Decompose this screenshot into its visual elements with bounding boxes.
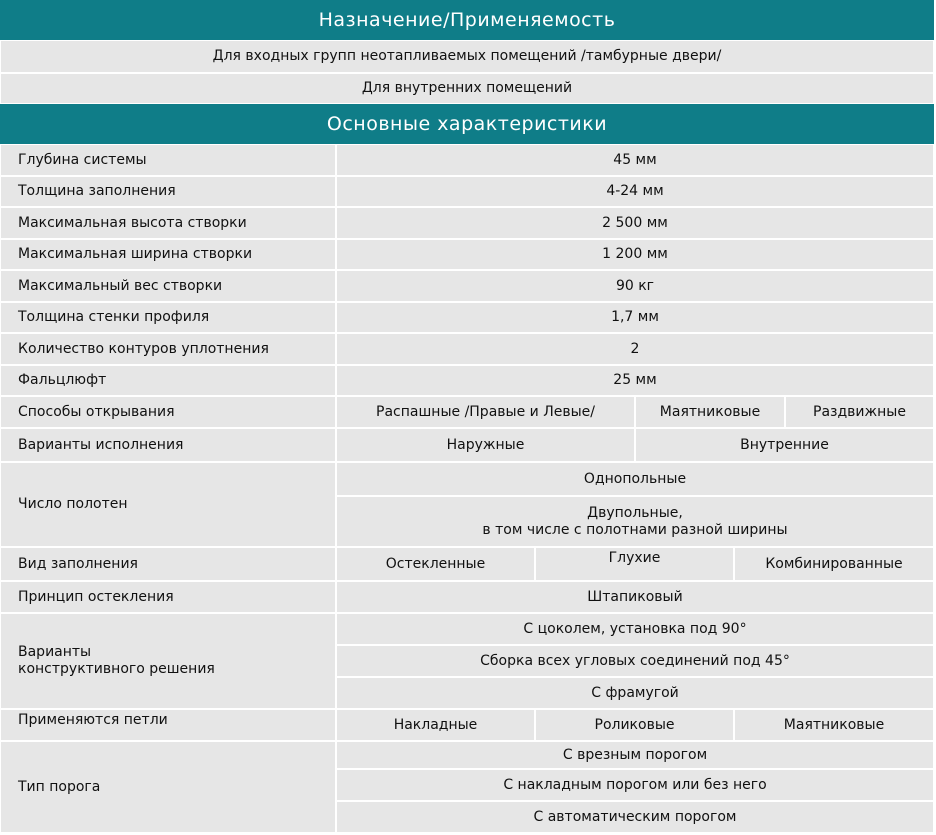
- row-value: 1,7 мм: [336, 302, 934, 333]
- row-value: Раздвижные: [785, 396, 934, 428]
- specs-header: [0, 104, 934, 144]
- row-value: Однопольные: [336, 462, 934, 496]
- row-value: 2 500 мм: [336, 207, 934, 239]
- row-value: Роликовые: [535, 709, 734, 741]
- row-value: Сборка всех угловых соединений под 45°: [336, 645, 934, 677]
- row-value: Штапиковый: [336, 581, 934, 613]
- row-value: 90 кг: [336, 270, 934, 302]
- row-label: Толщина стенки профиля: [0, 302, 336, 333]
- row-label: Максимальная высота створки: [0, 207, 336, 239]
- row-value: 25 мм: [336, 365, 934, 396]
- row-label: Фальцлюфт: [0, 365, 336, 396]
- row-value: Остекленные: [336, 547, 535, 581]
- row-label: Глубина системы: [0, 144, 336, 176]
- row-value: Комбинированные: [734, 547, 934, 581]
- row-value: С фрамугой: [336, 677, 934, 709]
- row-value: Внутренние: [635, 428, 934, 462]
- row-value: С цоколем, установка под 90°: [336, 613, 934, 645]
- row-value: Глухие: [535, 547, 734, 581]
- row-label: Максимальный вес створки: [0, 270, 336, 302]
- row-value: 45 мм: [336, 144, 934, 176]
- purpose-item: Для входных групп неотапливаемых помещений /тамбурные двери/: [0, 40, 934, 73]
- row-value: Маятниковые: [635, 396, 785, 428]
- row-label: Применяются петли: [0, 709, 336, 741]
- row-value: С накладным порогом или без него: [336, 769, 934, 801]
- row-value: Распашные /Правые и Левые/: [336, 396, 635, 428]
- row-label: Способы открывания: [0, 396, 336, 428]
- row-label: Вид заполнения: [0, 547, 336, 581]
- specs-header-title: Основные характеристики: [326, 113, 608, 135]
- row-value: Маятниковые: [734, 709, 934, 741]
- row-label: Количество контуров уплотнения: [0, 333, 336, 365]
- row-value: Двупольные, в том числе с полотнами разной ширины: [336, 496, 934, 547]
- row-value: Накладные: [336, 709, 535, 741]
- purpose-header: [0, 0, 934, 40]
- row-label: Принцип остекления: [0, 581, 336, 613]
- purpose-item: Для внутренних помещений: [0, 73, 934, 104]
- purpose-header-title: Назначение/Применяемость: [318, 9, 616, 31]
- row-value: Наружные: [336, 428, 635, 462]
- row-value: С врезным порогом: [336, 741, 934, 769]
- row-label: Максимальная ширина створки: [0, 239, 336, 270]
- row-value: 2: [336, 333, 934, 365]
- row-value: 1 200 мм: [336, 239, 934, 270]
- row-label: Толщина заполнения: [0, 176, 336, 207]
- row-label: Тип порога: [0, 741, 336, 833]
- row-value: 4-24 мм: [336, 176, 934, 207]
- row-label: Варианты исполнения: [0, 428, 336, 462]
- row-label: Варианты конструктивного решения: [0, 613, 336, 709]
- row-value: С автоматическим порогом: [336, 801, 934, 833]
- row-label: Число полотен: [0, 462, 336, 547]
